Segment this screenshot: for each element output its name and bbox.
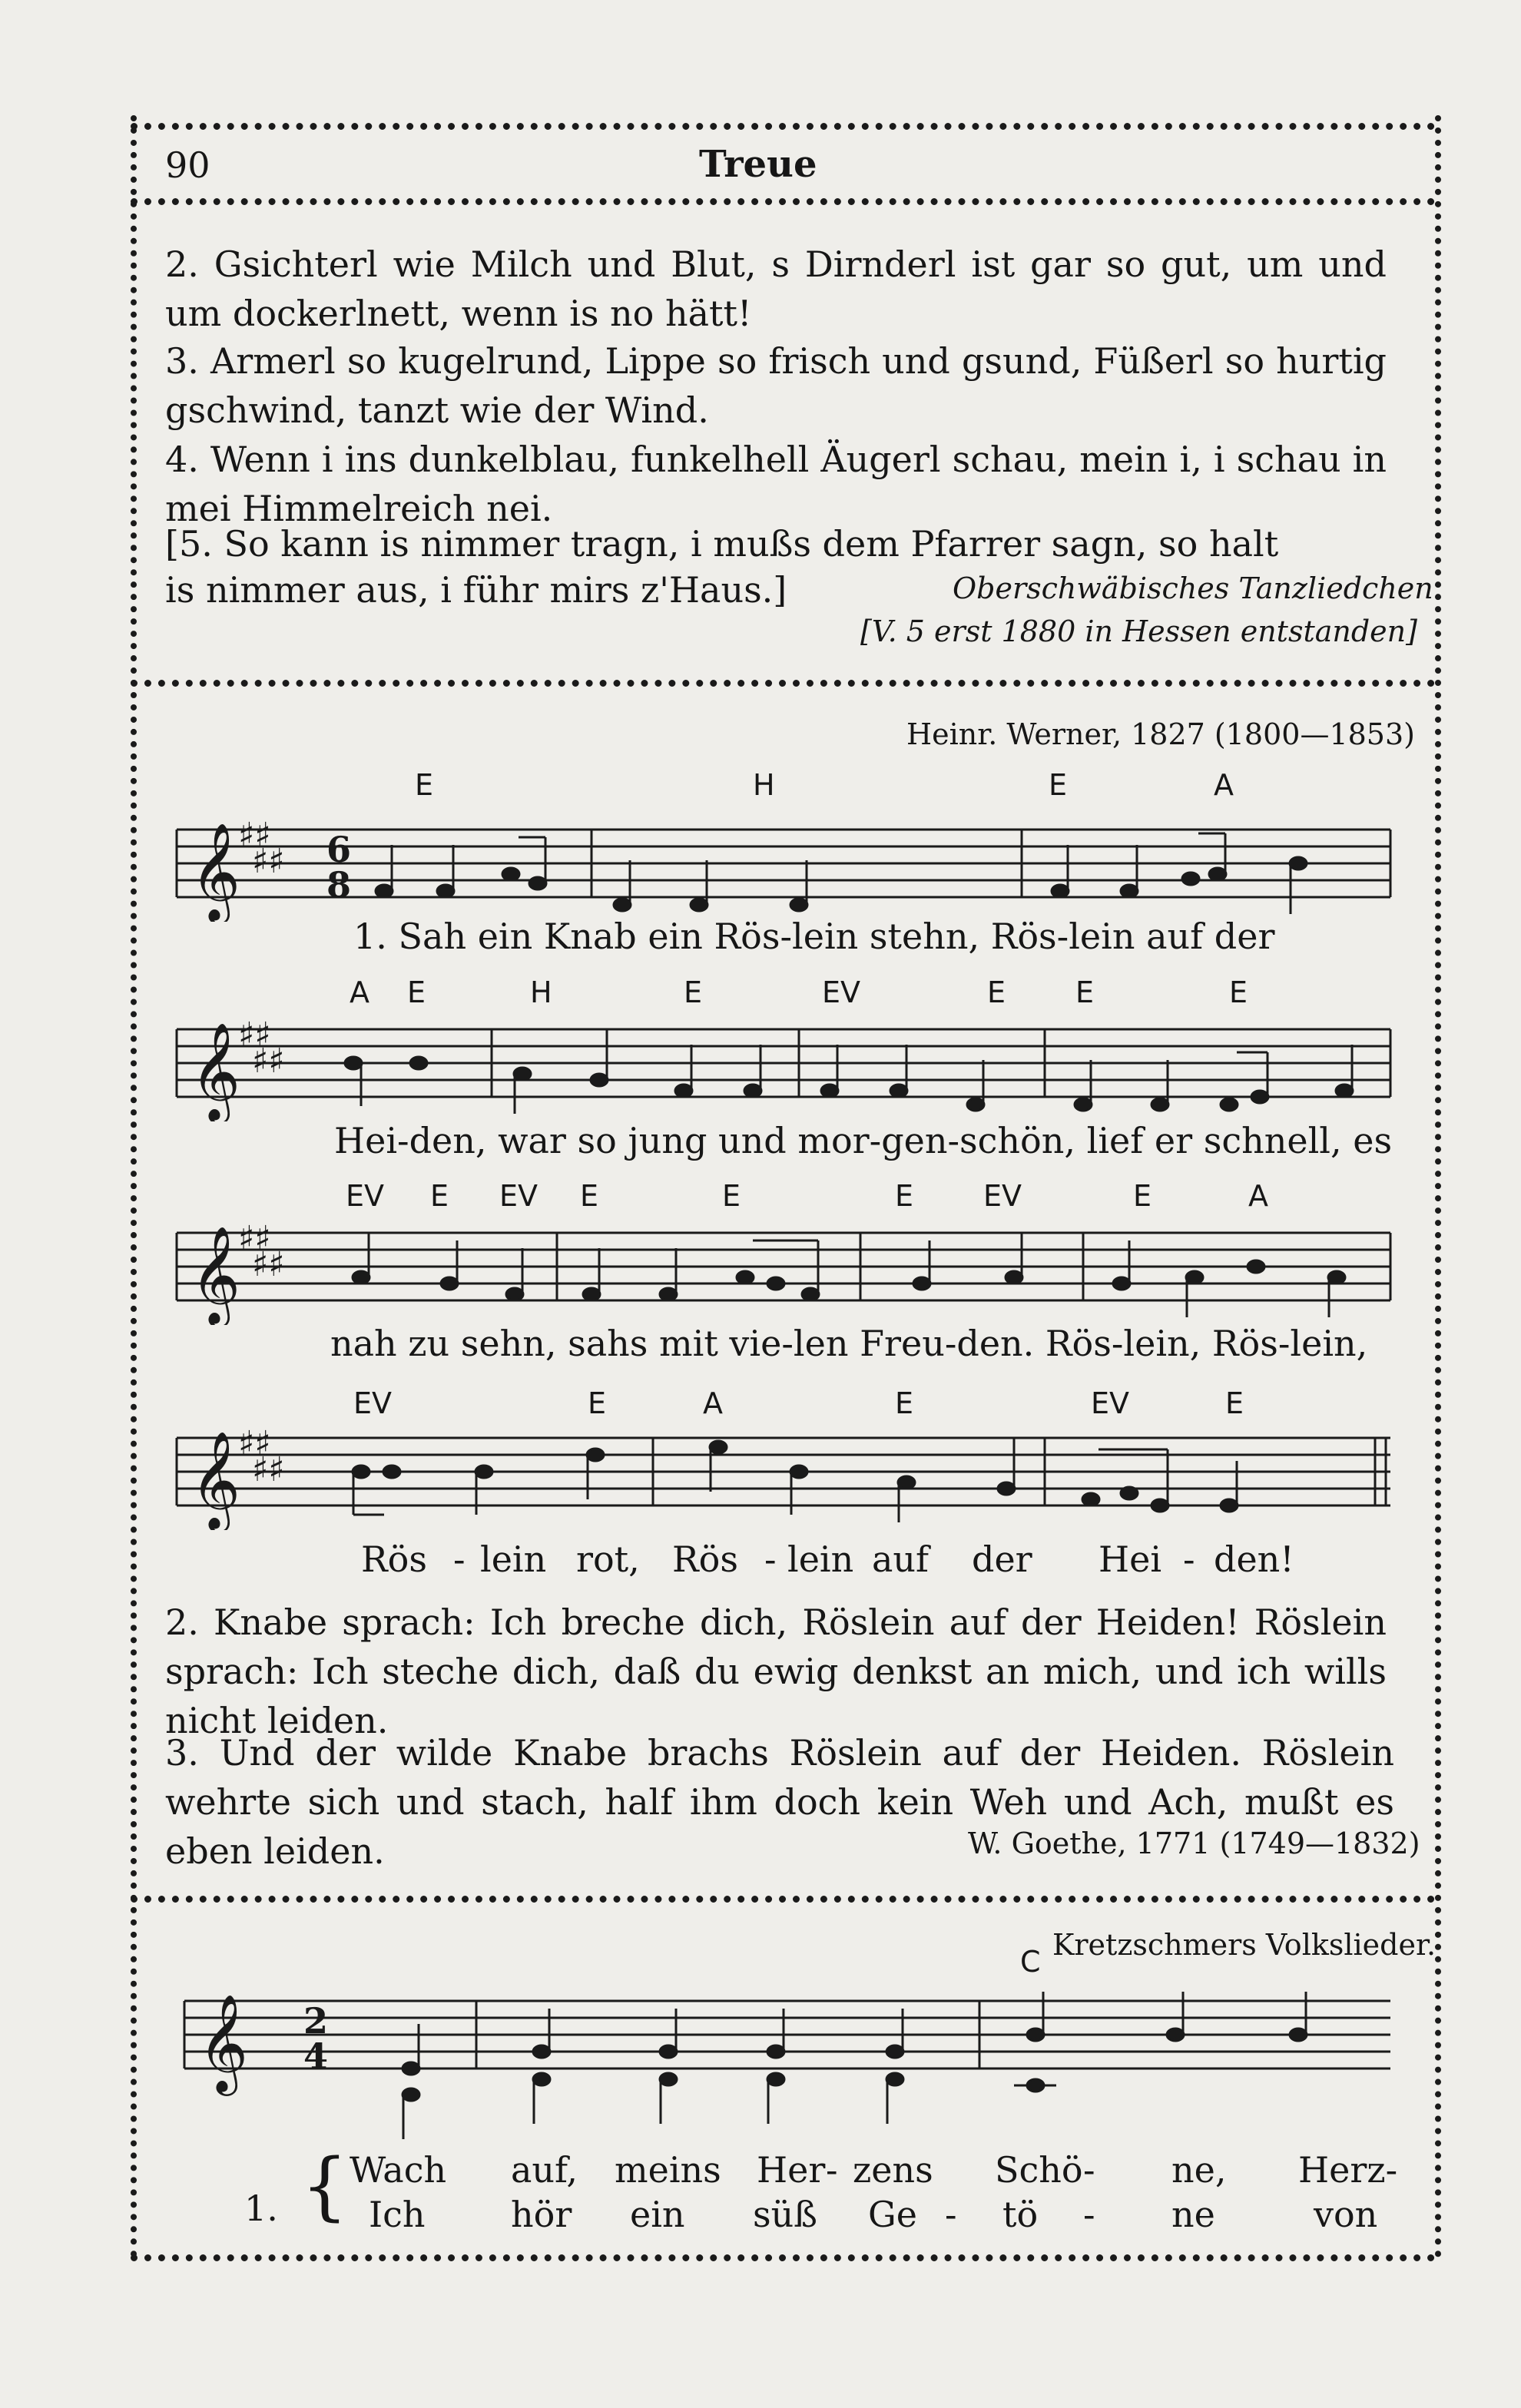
svg-text:♯♯: ♯♯ — [252, 842, 285, 881]
staff-4 — [161, 1407, 1406, 1530]
lyric-syllable: Rös — [361, 1539, 427, 1580]
time-sig-top: 2 — [303, 2000, 329, 2042]
lyric-syllable: auf — [872, 1539, 930, 1580]
lyric-syllable: - — [1083, 2149, 1095, 2191]
lyric-syllable: tö — [1002, 2194, 1039, 2235]
lyric-syllable: - — [826, 2149, 838, 2191]
svg-text:♯♯: ♯♯ — [238, 1015, 271, 1055]
svg-text:𝄞: 𝄞 — [191, 822, 241, 920]
lyric-syllable: hör — [511, 2194, 572, 2235]
chord: E — [722, 1179, 741, 1213]
section-rule-2 — [131, 1896, 1435, 1903]
song1-source: Oberschwäbisches Tanzliedchen — [953, 571, 1433, 605]
page-number: 90 — [165, 144, 210, 186]
footer-rule — [131, 2254, 1435, 2261]
chord: C — [1020, 1945, 1041, 1979]
page-title: Treue — [699, 143, 817, 186]
chord: E — [987, 975, 1006, 1009]
svg-text:𝄞: 𝄞 — [191, 1225, 241, 1323]
lyric-syllable: Ich — [369, 2194, 426, 2235]
section-rule-1 — [131, 680, 1435, 687]
header-top-rule — [131, 123, 1435, 130]
svg-text:♯♯: ♯♯ — [238, 1219, 271, 1258]
chord: E — [415, 768, 434, 802]
lyric-syllable: zens — [853, 2149, 933, 2191]
svg-text:𝄞: 𝄞 — [198, 1993, 249, 2092]
chord: A — [703, 1386, 723, 1420]
svg-text:♯♯: ♯♯ — [252, 1245, 285, 1284]
time-sig-bottom: 4 — [303, 2035, 329, 2077]
chord: EV — [822, 975, 861, 1009]
song3-verse-number: 1. — [244, 2188, 278, 2229]
song2-lyrics-4 — [161, 1539, 1406, 1585]
chord: A — [1248, 1179, 1268, 1213]
lyric-syllable: - — [764, 1539, 777, 1580]
chord: E — [1075, 975, 1095, 1009]
header-bottom-rule — [131, 198, 1435, 205]
chord: E — [1225, 1386, 1244, 1420]
svg-text:𝄞: 𝄞 — [191, 1430, 241, 1529]
lyric-syllable: - — [453, 1539, 466, 1580]
lyric-syllable: Wach — [350, 2149, 447, 2191]
lyric-syllable: ne — [1171, 2194, 1215, 2235]
verse-5-line1: [5. So kann is nimmer tragn, i mußs dem Pfarrer sagn, so halt — [165, 523, 1279, 565]
song2-verse-2: 2. Knabe sprach: Ich breche dich, Röslein auf der Heiden! Röslein sprach: Ich steche dich, daß du ewig denkst an mich, und ich wills nicht leiden. — [165, 1601, 1387, 1741]
song3-lyrics-line1 — [0, 2149, 1521, 2195]
lyric-syllable: der — [972, 1539, 1032, 1580]
svg-text:𝄞: 𝄞 — [191, 1022, 241, 1120]
svg-text:♯♯: ♯♯ — [238, 816, 271, 855]
verse-2: 2. Gsichterl wie Milch und Blut, s Dirnderl ist gar so gut, um und um dockerlnett, wenn is no hätt! — [165, 243, 1387, 334]
verse-3: 3. Armerl so kugelrund, Lippe so frisch und gsund, Füßerl so hurtig gschwind, tanzt wie der Wind. — [165, 340, 1387, 431]
chord: E — [895, 1179, 914, 1213]
staff-2 — [161, 999, 1406, 1121]
chord: EV — [983, 1179, 1022, 1213]
lyric-syllable: meins — [615, 2149, 721, 2191]
song2-composer: Heinr. Werner, 1827 (1800—1853) — [906, 717, 1415, 751]
song2-lyrics-2: Hei-den, war so jung und mor-gen-schön, lief er schnell, es — [334, 1120, 1393, 1161]
svg-text:♯♯: ♯♯ — [252, 1042, 285, 1081]
lyric-syllable: - — [1183, 1539, 1195, 1580]
chord: EV — [499, 1179, 538, 1213]
chord: E — [684, 975, 703, 1009]
lyric-syllable: Hei — [1098, 1539, 1162, 1580]
song3-staff — [177, 1963, 1406, 2139]
chord: E — [1229, 975, 1248, 1009]
svg-text:♯♯: ♯♯ — [252, 1450, 285, 1489]
lyric-syllable: Schö — [995, 2149, 1083, 2191]
lyric-syllable: rot, — [576, 1539, 640, 1580]
lyric-syllable: lein — [480, 1539, 547, 1580]
lyric-syllable: Ge — [868, 2194, 917, 2235]
svg-text:♯♯: ♯♯ — [238, 1424, 271, 1463]
lyric-brace: { — [301, 2143, 349, 2229]
song3-lyrics-line2 — [0, 2194, 1521, 2240]
lyric-syllable: Her — [757, 2149, 826, 2191]
chord: E — [1133, 1179, 1152, 1213]
time-sig-bottom: 8 — [326, 864, 352, 906]
chord: A — [350, 975, 369, 1009]
song2-lyrics-3: nah zu sehn, sahs mit vie-len Freu-den. Rös-lein, Rös-lein, — [330, 1323, 1368, 1364]
song2-lyrics-1: 1. Sah ein Knab ein Rös-lein stehn, Rös-lein auf der — [353, 916, 1275, 957]
chord: E — [430, 1179, 449, 1213]
lyric-syllable: Rös — [672, 1539, 738, 1580]
chord: E — [588, 1386, 607, 1420]
song1-note: [V. 5 erst 1880 in Hessen entstanden] — [860, 614, 1417, 648]
lyric-syllable: den! — [1214, 1539, 1294, 1580]
lyric-syllable: lein — [787, 1539, 854, 1580]
verse-4: 4. Wenn i ins dunkelblau, funkelhell Äugerl schau, mein i, i schau in mei Himmelreich nei. — [165, 439, 1387, 529]
verse-5-line2: is nimmer aus, i führ mirs z'Haus.] — [165, 569, 787, 611]
lyric-syllable: - — [1083, 2194, 1095, 2235]
chord: EV — [1091, 1386, 1130, 1420]
staff-1 — [161, 799, 1406, 922]
lyric-syllable: ne, — [1171, 2149, 1227, 2191]
staff-3 — [161, 1202, 1406, 1325]
chord: E — [580, 1179, 599, 1213]
time-sig-top: 6 — [326, 829, 352, 870]
chord: EV — [353, 1386, 393, 1420]
song2-sheet-music — [161, 768, 1406, 1598]
lyric-syllable: Herz- — [1298, 2149, 1398, 2191]
lyric-syllable: von — [1314, 2194, 1378, 2235]
chord: E — [895, 1386, 914, 1420]
song2-author: W. Goethe, 1771 (1749—1832) — [968, 1827, 1420, 1860]
song2-verse-3: 3. Und der wilde Knabe brachs Röslein auf der Heiden. Röslein wehrte sich und stach, half ihm doch kein Weh und Ach, mußt es eben leiden. — [165, 1732, 1394, 1872]
chord: E — [1049, 768, 1068, 802]
song3-source: Kretzschmers Volkslieder. — [1052, 1928, 1436, 1962]
chord: E — [407, 975, 426, 1009]
lyric-syllable: ein — [630, 2194, 685, 2235]
lyric-syllable: - — [945, 2194, 957, 2235]
lyric-syllable: auf, — [511, 2149, 578, 2191]
chord: H — [753, 768, 775, 802]
chord: EV — [346, 1179, 385, 1213]
lyric-syllable: süß — [753, 2194, 817, 2235]
chord: A — [1214, 768, 1234, 802]
chord: H — [530, 975, 552, 1009]
